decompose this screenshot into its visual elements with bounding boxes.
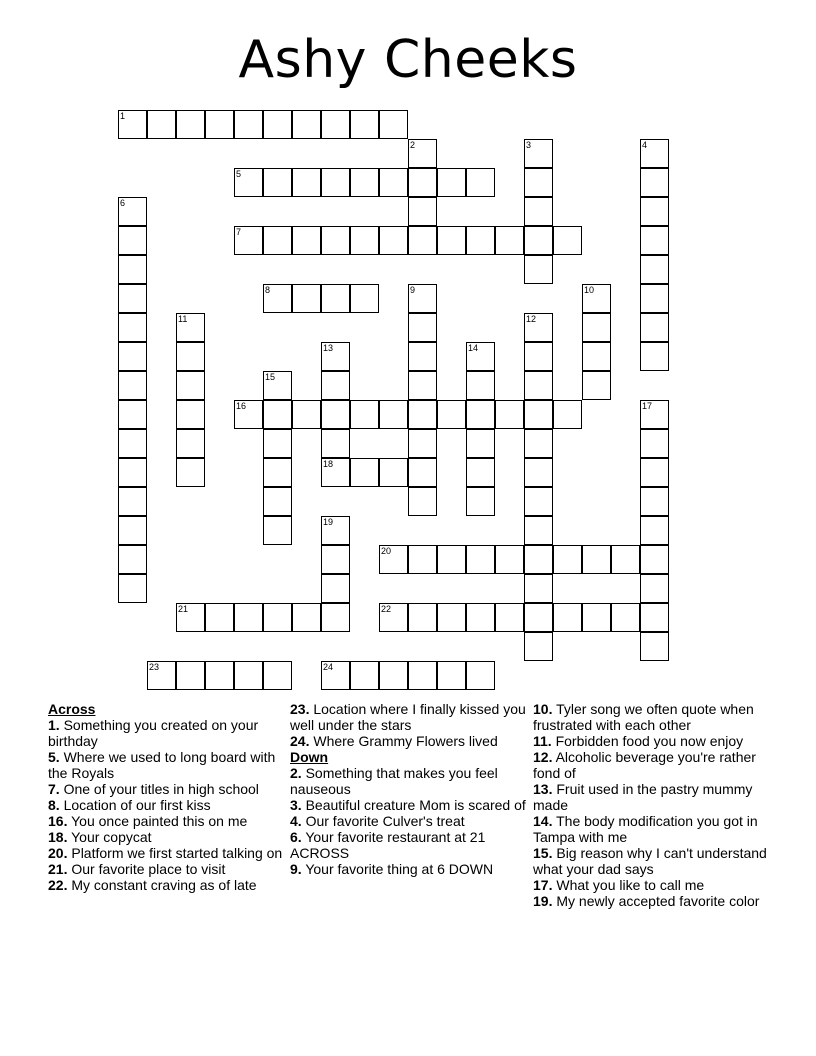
clue-number-label: 19. (533, 893, 553, 909)
grid-cell[interactable] (524, 574, 553, 603)
grid-cell[interactable] (234, 226, 263, 255)
grid-cell[interactable] (234, 603, 263, 632)
grid-cell[interactable] (408, 603, 437, 632)
grid-cell[interactable] (234, 110, 263, 139)
grid-cell[interactable] (524, 545, 553, 574)
grid-cell[interactable] (553, 226, 582, 255)
clue-number-label: 24. (290, 733, 310, 749)
grid-cell[interactable] (263, 400, 292, 429)
grid-cell[interactable] (118, 255, 147, 284)
grid-cell[interactable] (176, 661, 205, 690)
grid-cell[interactable] (176, 313, 205, 342)
clue-text: Tyler song we often quote when frustrated with each other (533, 701, 754, 733)
grid-cell[interactable] (350, 168, 379, 197)
grid-cell[interactable] (524, 371, 553, 400)
clue-number: 9 (410, 285, 416, 295)
clue-text: What you like to call me (552, 877, 705, 893)
grid-cell[interactable] (640, 487, 669, 516)
clue-number-label: 12. (533, 749, 553, 765)
grid-cell[interactable] (437, 400, 466, 429)
grid-cell[interactable] (466, 487, 495, 516)
down-header: Down (290, 749, 329, 765)
grid-cell[interactable] (321, 661, 350, 690)
clue-text: Your favorite thing at 6 DOWN (301, 861, 494, 877)
across-header: Across (48, 701, 96, 717)
down-clue (533, 749, 778, 781)
grid-cell[interactable] (263, 487, 292, 516)
grid-cell[interactable] (234, 400, 263, 429)
grid-cell[interactable] (640, 226, 669, 255)
clue-text: Where we used to long board with the Royals (48, 749, 276, 781)
clue-number: 3 (526, 140, 532, 150)
across-clue (48, 797, 293, 813)
clue-number: 14 (468, 343, 479, 353)
clue-number: 4 (642, 140, 648, 150)
down-clue-list (290, 765, 535, 877)
grid-cell[interactable] (118, 371, 147, 400)
grid-cell[interactable] (466, 342, 495, 371)
down-clue (533, 701, 778, 733)
grid-cell[interactable] (118, 574, 147, 603)
grid-cell[interactable] (379, 400, 408, 429)
grid-cell[interactable] (321, 400, 350, 429)
clue-number: 18 (323, 459, 334, 469)
grid-cell[interactable] (408, 139, 437, 168)
grid-cell[interactable] (321, 545, 350, 574)
clue-number: 1 (120, 111, 126, 121)
grid-cell[interactable] (176, 400, 205, 429)
grid-cell[interactable] (437, 226, 466, 255)
grid-cell[interactable] (263, 661, 292, 690)
clue-number-label: 2. (290, 765, 302, 781)
grid-cell[interactable] (292, 168, 321, 197)
clue-number: 19 (323, 517, 334, 527)
grid-cell[interactable] (640, 545, 669, 574)
clues-column-1 (48, 701, 293, 893)
grid-cell[interactable] (118, 545, 147, 574)
clue-number-label: 3. (290, 797, 302, 813)
clue-number: 6 (120, 198, 126, 208)
grid-cell[interactable] (524, 168, 553, 197)
clue-number-label: 20. (48, 845, 68, 861)
clue-number: 20 (381, 546, 392, 556)
clue-number-label: 13. (533, 781, 553, 797)
down-clue (290, 829, 535, 861)
down-clue (533, 893, 778, 909)
grid-cell[interactable] (466, 429, 495, 458)
grid-cell[interactable] (263, 429, 292, 458)
clue-text: You once painted this on me (67, 813, 248, 829)
grid-cell[interactable] (524, 197, 553, 226)
clue-number-label: 5. (48, 749, 60, 765)
down-clue (533, 733, 778, 749)
clue-number-label: 8. (48, 797, 60, 813)
grid-cell[interactable] (582, 371, 611, 400)
grid-cell[interactable] (379, 226, 408, 255)
clue-text: Alcoholic beverage you're rather fond of (533, 749, 756, 781)
clue-text: Location where I finally kissed you well under the stars (290, 701, 526, 733)
across-clue (48, 749, 293, 781)
clue-number: 16 (236, 401, 247, 411)
clue-number-label: 16. (48, 813, 68, 829)
across-clue (48, 829, 293, 845)
grid-cell[interactable] (379, 168, 408, 197)
grid-cell[interactable] (408, 487, 437, 516)
grid-cell[interactable] (437, 168, 466, 197)
clue-number-label: 4. (290, 813, 302, 829)
down-clue (533, 781, 778, 813)
grid-cell[interactable] (234, 168, 263, 197)
grid-cell[interactable] (582, 545, 611, 574)
grid-cell[interactable] (118, 313, 147, 342)
grid-cell[interactable] (640, 255, 669, 284)
grid-cell[interactable] (118, 226, 147, 255)
grid-cell[interactable] (640, 139, 669, 168)
clue-number: 10 (584, 285, 595, 295)
clue-number: 7 (236, 227, 242, 237)
grid-cell[interactable] (118, 458, 147, 487)
clue-number-label: 6. (290, 829, 302, 845)
clue-text: My newly accepted favorite color (552, 893, 760, 909)
clue-number-label: 14. (533, 813, 553, 829)
grid-cell[interactable] (466, 226, 495, 255)
grid-cell[interactable] (553, 400, 582, 429)
grid-cell[interactable] (263, 371, 292, 400)
grid-cell[interactable] (466, 400, 495, 429)
grid-cell[interactable] (524, 632, 553, 661)
clue-number-label: 9. (290, 861, 302, 877)
grid-cell[interactable] (466, 603, 495, 632)
grid-cell[interactable] (350, 458, 379, 487)
clue-number: 15 (265, 372, 276, 382)
grid-cell[interactable] (147, 661, 176, 690)
grid-cell[interactable] (524, 458, 553, 487)
grid-cell[interactable] (640, 197, 669, 226)
grid-cell[interactable] (408, 400, 437, 429)
grid-cell[interactable] (466, 545, 495, 574)
down-clue (533, 813, 778, 845)
grid-cell[interactable] (524, 400, 553, 429)
grid-cell[interactable] (147, 110, 176, 139)
clue-number-label: 11. (533, 733, 552, 749)
grid-cell[interactable] (524, 487, 553, 516)
grid-cell[interactable] (466, 458, 495, 487)
clue-number: 23 (149, 662, 160, 672)
grid-cell[interactable] (292, 603, 321, 632)
down-clue-list-cont (533, 701, 778, 909)
grid-cell[interactable] (350, 400, 379, 429)
grid-cell[interactable] (408, 429, 437, 458)
grid-cell[interactable] (466, 371, 495, 400)
across-clue (48, 813, 293, 829)
down-clue (290, 797, 535, 813)
grid-cell[interactable] (611, 603, 640, 632)
grid-cell[interactable] (176, 342, 205, 371)
grid-cell[interactable] (408, 545, 437, 574)
grid-cell[interactable] (350, 284, 379, 313)
grid-cell[interactable] (640, 168, 669, 197)
clue-number: 22 (381, 604, 392, 614)
clue-text: Forbidden food you now enjoy (551, 733, 744, 749)
clue-text: Fruit used in the pastry mummy made (533, 781, 753, 813)
grid-cell[interactable] (205, 603, 234, 632)
clue-text: Our favorite Culver's treat (301, 813, 465, 829)
clue-text: Beautiful creature Mom is scared of (301, 797, 526, 813)
grid-cell[interactable] (408, 168, 437, 197)
clue-text: Something that makes you feel nauseous (290, 765, 498, 797)
grid-cell[interactable] (263, 458, 292, 487)
down-clue (533, 877, 778, 893)
across-clue (48, 877, 293, 893)
grid-cell[interactable] (263, 168, 292, 197)
clue-number: 5 (236, 169, 242, 179)
clues-column-3 (533, 701, 778, 909)
grid-cell[interactable] (350, 110, 379, 139)
grid-cell[interactable] (640, 429, 669, 458)
grid-cell[interactable] (118, 342, 147, 371)
across-clue (48, 781, 293, 797)
grid-cell[interactable] (408, 197, 437, 226)
grid-cell[interactable] (379, 545, 408, 574)
grid-cell[interactable] (524, 516, 553, 545)
across-clue (48, 717, 293, 749)
grid-cell[interactable] (321, 429, 350, 458)
grid-cell[interactable] (553, 603, 582, 632)
grid-cell[interactable] (118, 110, 147, 139)
clue-number-label: 15. (533, 845, 553, 861)
grid-cell[interactable] (118, 284, 147, 313)
grid-cell[interactable] (176, 429, 205, 458)
grid-cell[interactable] (379, 603, 408, 632)
clue-number-label: 18. (48, 829, 68, 845)
clue-number: 17 (642, 401, 653, 411)
clue-number-label: 22. (48, 877, 68, 893)
clue-text: Big reason why I can't understand what your dad says (533, 845, 767, 877)
grid-cell[interactable] (321, 603, 350, 632)
grid-cell[interactable] (437, 545, 466, 574)
grid-cell[interactable] (379, 458, 408, 487)
clue-number: 13 (323, 343, 334, 353)
grid-cell[interactable] (611, 545, 640, 574)
grid-cell[interactable] (118, 197, 147, 226)
clue-text: The body modification you got in Tampa with me (533, 813, 758, 845)
grid-cell[interactable] (350, 661, 379, 690)
grid-cell[interactable] (640, 574, 669, 603)
clue-number: 2 (410, 140, 416, 150)
across-clue (48, 861, 293, 877)
grid-cell[interactable] (582, 313, 611, 342)
across-clue (290, 733, 535, 749)
grid-cell[interactable] (640, 516, 669, 545)
clue-number-label: 10. (533, 701, 553, 717)
grid-cell[interactable] (263, 603, 292, 632)
grid-cell[interactable] (321, 110, 350, 139)
grid-cell[interactable] (466, 661, 495, 690)
grid-cell[interactable] (263, 226, 292, 255)
grid-cell[interactable] (176, 110, 205, 139)
clue-text: Your favorite restaurant at 21 ACROSS (290, 829, 486, 861)
across-clue (48, 845, 293, 861)
grid-cell[interactable] (437, 603, 466, 632)
clue-number: 11 (178, 314, 188, 324)
grid-cell[interactable] (524, 603, 553, 632)
grid-cell[interactable] (321, 226, 350, 255)
grid-cell[interactable] (379, 110, 408, 139)
clue-text: Your copycat (67, 829, 152, 845)
grid-cell[interactable] (466, 168, 495, 197)
grid-cell[interactable] (321, 516, 350, 545)
grid-cell[interactable] (234, 661, 263, 690)
grid-cell[interactable] (524, 429, 553, 458)
grid-cell[interactable] (640, 284, 669, 313)
down-clue (290, 765, 535, 797)
grid-cell[interactable] (495, 603, 524, 632)
across-clue (290, 701, 535, 733)
grid-cell[interactable] (263, 284, 292, 313)
grid-cell[interactable] (495, 400, 524, 429)
clue-number: 21 (178, 604, 189, 614)
clue-number-label: 17. (533, 877, 553, 893)
across-clue-list (48, 717, 293, 893)
grid-cell[interactable] (118, 516, 147, 545)
across-clue-list-cont (290, 701, 535, 749)
grid-cell[interactable] (176, 371, 205, 400)
grid-cell[interactable] (292, 110, 321, 139)
grid-cell[interactable] (292, 226, 321, 255)
grid-cell[interactable] (408, 313, 437, 342)
grid-cell[interactable] (553, 545, 582, 574)
clue-text: Location of our first kiss (59, 797, 211, 813)
clues-column-2 (290, 701, 535, 877)
grid-cell[interactable] (524, 342, 553, 371)
grid-cell[interactable] (408, 226, 437, 255)
grid-cell[interactable] (640, 342, 669, 371)
grid-cell[interactable] (321, 284, 350, 313)
grid-cell[interactable] (118, 429, 147, 458)
clue-text: Platform we first started talking on (67, 845, 283, 861)
grid-cell[interactable] (321, 371, 350, 400)
down-clue (290, 861, 535, 877)
grid-cell[interactable] (205, 661, 234, 690)
puzzle-title: Ashy Cheeks (238, 30, 578, 90)
grid-cell[interactable] (350, 226, 379, 255)
clue-text: Our favorite place to visit (67, 861, 226, 877)
grid-cell[interactable] (640, 603, 669, 632)
clue-text: Where Grammy Flowers lived (309, 733, 498, 749)
grid-cell[interactable] (118, 400, 147, 429)
grid-cell[interactable] (640, 458, 669, 487)
down-clue (290, 813, 535, 829)
grid-cell[interactable] (640, 313, 669, 342)
grid-cell[interactable] (582, 342, 611, 371)
grid-cell[interactable] (321, 342, 350, 371)
clue-text: One of your titles in high school (59, 781, 259, 797)
grid-cell[interactable] (495, 545, 524, 574)
grid-cell[interactable] (408, 342, 437, 371)
grid-cell[interactable] (321, 574, 350, 603)
grid-cell[interactable] (321, 168, 350, 197)
clue-number-label: 23. (290, 701, 310, 717)
grid-cell[interactable] (408, 661, 437, 690)
down-clue (533, 845, 778, 877)
grid-cell[interactable] (118, 487, 147, 516)
grid-cell[interactable] (437, 661, 466, 690)
clue-number: 12 (526, 314, 537, 324)
grid-cell[interactable] (524, 255, 553, 284)
grid-cell[interactable] (495, 226, 524, 255)
grid-cell[interactable] (263, 110, 292, 139)
grid-cell[interactable] (408, 371, 437, 400)
clue-text: Something you created on your birthday (48, 717, 259, 749)
grid-cell[interactable] (524, 226, 553, 255)
clue-number-label: 7. (48, 781, 60, 797)
clue-number: 8 (265, 285, 271, 295)
clue-number: 24 (323, 662, 334, 672)
clue-number-label: 21. (48, 861, 68, 877)
grid-cell[interactable] (640, 400, 669, 429)
grid-cell[interactable] (408, 284, 437, 313)
grid-cell[interactable] (205, 110, 234, 139)
grid-cell[interactable] (321, 458, 350, 487)
grid-cell[interactable] (379, 661, 408, 690)
grid-cell[interactable] (408, 458, 437, 487)
grid-cell[interactable] (176, 458, 205, 487)
grid-cell[interactable] (176, 603, 205, 632)
grid-cell[interactable] (263, 516, 292, 545)
grid-cell[interactable] (292, 284, 321, 313)
grid-cell[interactable] (292, 400, 321, 429)
grid-cell[interactable] (582, 284, 611, 313)
grid-cell[interactable] (524, 313, 553, 342)
grid-cell[interactable] (640, 632, 669, 661)
grid-cell[interactable] (582, 603, 611, 632)
clue-text: My constant craving as of late (67, 877, 257, 893)
grid-cell[interactable] (524, 139, 553, 168)
clue-number-label: 1. (48, 717, 60, 733)
